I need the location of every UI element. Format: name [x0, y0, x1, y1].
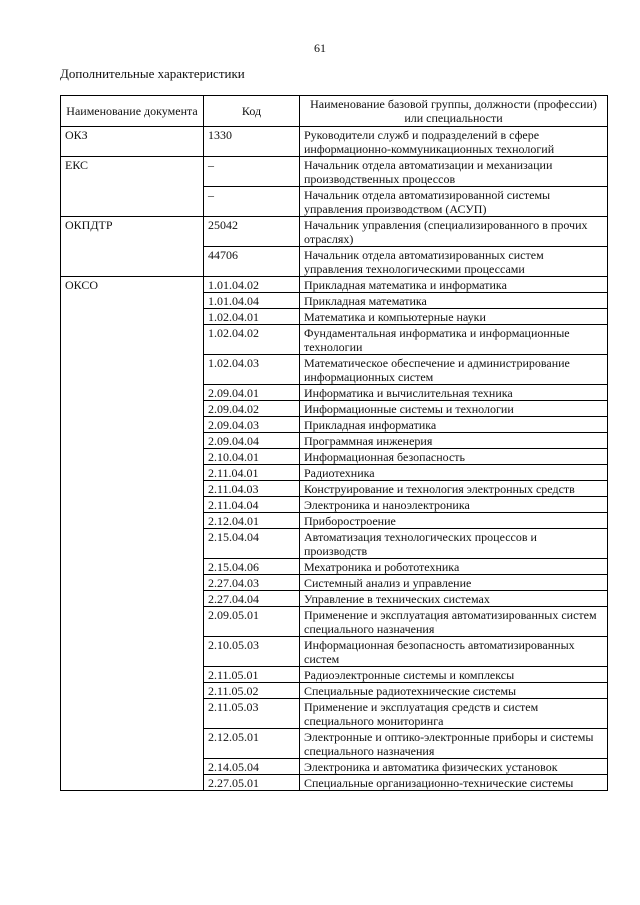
- code-cell: 1.02.04.02: [204, 325, 300, 355]
- code-cell: 2.14.05.04: [204, 759, 300, 775]
- code-cell: 44706: [204, 247, 300, 277]
- name-cell: Руководители служб и подразделений в сфере информационно-коммуникационных технологий: [300, 127, 608, 157]
- code-cell: 2.09.04.04: [204, 433, 300, 449]
- name-cell: Радиотехника: [300, 465, 608, 481]
- code-cell: –: [204, 187, 300, 217]
- table-body: [61, 127, 608, 791]
- name-cell: Специальные организационно-технические системы: [300, 775, 608, 791]
- section-title: Дополнительные характеристики: [60, 66, 245, 81]
- code-cell: 2.15.04.04: [204, 529, 300, 559]
- name-cell: Программная инженерия: [300, 433, 608, 449]
- name-cell: Управление в технических системах: [300, 591, 608, 607]
- characteristics-table: [60, 95, 608, 791]
- code-cell: 2.27.05.01: [204, 775, 300, 791]
- code-cell: 25042: [204, 217, 300, 247]
- name-cell: Электроника и автоматика физических установок: [300, 759, 608, 775]
- code-cell: 2.27.04.04: [204, 591, 300, 607]
- name-cell: Математическое обеспечение и администрирование информационных систем: [300, 355, 608, 385]
- header-name: Наименование базовой группы, должности (профессии) или специальности: [300, 96, 608, 127]
- name-cell: Применение и эксплуатация средств и систем специального мониторинга: [300, 699, 608, 729]
- name-cell: Математика и компьютерные науки: [300, 309, 608, 325]
- code-cell: 2.11.05.02: [204, 683, 300, 699]
- name-cell: Прикладная математика: [300, 293, 608, 309]
- code-cell: 2.12.04.01: [204, 513, 300, 529]
- name-cell: Радиоэлектронные системы и комплексы: [300, 667, 608, 683]
- code-cell: 1330: [204, 127, 300, 157]
- code-cell: –: [204, 157, 300, 187]
- code-cell: 1.01.04.02: [204, 277, 300, 293]
- code-cell: 2.27.04.03: [204, 575, 300, 591]
- name-cell: Электроника и наноэлектроника: [300, 497, 608, 513]
- name-cell: Фундаментальная информатика и информационные технологии: [300, 325, 608, 355]
- table-header-row: [61, 96, 608, 127]
- code-cell: 1.02.04.01: [204, 309, 300, 325]
- document-cell: ОКЗ: [61, 127, 204, 157]
- name-cell: Приборостроение: [300, 513, 608, 529]
- name-cell: Конструирование и технология электронных средств: [300, 481, 608, 497]
- name-cell: Автоматизация технологических процессов и производств: [300, 529, 608, 559]
- name-cell: Мехатроника и робототехника: [300, 559, 608, 575]
- name-cell: Информационная безопасность автоматизированных систем: [300, 637, 608, 667]
- code-cell: 2.09.05.01: [204, 607, 300, 637]
- name-cell: Прикладная математика и информатика: [300, 277, 608, 293]
- header-code: Код: [204, 96, 300, 127]
- code-cell: 2.11.04.03: [204, 481, 300, 497]
- name-cell: Системный анализ и управление: [300, 575, 608, 591]
- name-cell: Начальник управления (специализированного в прочих отраслях): [300, 217, 608, 247]
- name-cell: Начальник отдела автоматизации и механизации производственных процессов: [300, 157, 608, 187]
- code-cell: 2.11.05.01: [204, 667, 300, 683]
- code-cell: 2.11.05.03: [204, 699, 300, 729]
- code-cell: 2.09.04.02: [204, 401, 300, 417]
- code-cell: 1.02.04.03: [204, 355, 300, 385]
- name-cell: Электронные и оптико-электронные приборы и системы специального назначения: [300, 729, 608, 759]
- name-cell: Информационные системы и технологии: [300, 401, 608, 417]
- name-cell: Специальные радиотехнические системы: [300, 683, 608, 699]
- code-cell: 2.10.05.03: [204, 637, 300, 667]
- page-number: 61: [314, 41, 326, 55]
- code-cell: 2.10.04.01: [204, 449, 300, 465]
- document-cell: ЕКС: [61, 157, 204, 217]
- code-cell: 2.11.04.01: [204, 465, 300, 481]
- table-row: [61, 277, 608, 293]
- name-cell: Применение и эксплуатация автоматизированных систем специального назначения: [300, 607, 608, 637]
- code-cell: 2.09.04.03: [204, 417, 300, 433]
- document-cell: ОКПДТР: [61, 217, 204, 277]
- table-row: [61, 217, 608, 247]
- code-cell: 2.09.04.01: [204, 385, 300, 401]
- name-cell: Информационная безопасность: [300, 449, 608, 465]
- code-cell: 2.12.05.01: [204, 729, 300, 759]
- header-document: Наименование документа: [61, 96, 204, 127]
- code-cell: 2.11.04.04: [204, 497, 300, 513]
- name-cell: Прикладная информатика: [300, 417, 608, 433]
- name-cell: Начальник отдела автоматизированной системы управления производством (АСУП): [300, 187, 608, 217]
- name-cell: Информатика и вычислительная техника: [300, 385, 608, 401]
- table-row: [61, 127, 608, 157]
- document-cell: ОКСО: [61, 277, 204, 791]
- code-cell: 2.15.04.06: [204, 559, 300, 575]
- code-cell: 1.01.04.04: [204, 293, 300, 309]
- name-cell: Начальник отдела автоматизированных систем управления технологическими процессами: [300, 247, 608, 277]
- table-row: [61, 157, 608, 187]
